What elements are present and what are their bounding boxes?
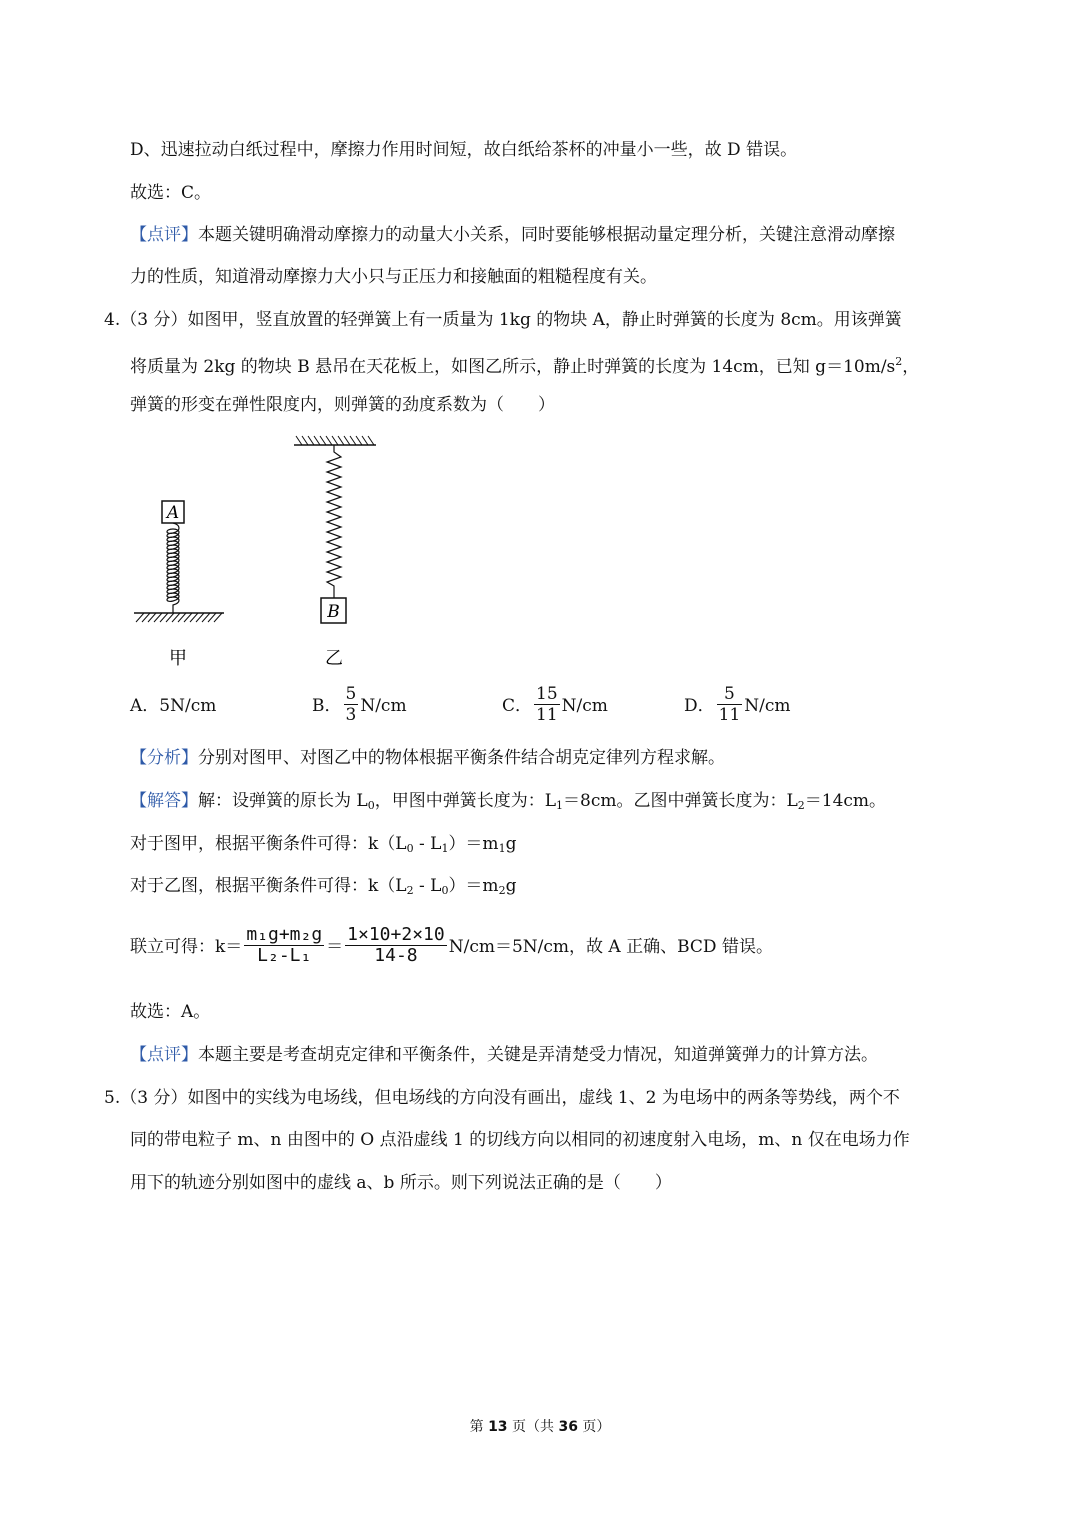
ans4-fraction-2 bbox=[345, 925, 447, 966]
label-jia: 甲 bbox=[169, 648, 187, 669]
ans3-a: 对于乙图，根据平衡条件可得：k（L bbox=[130, 876, 407, 896]
footer-page-number: 13 bbox=[488, 1419, 508, 1435]
ans4-post: N/cm＝5N/cm，故 A 正确、BCD 错误。 bbox=[448, 937, 773, 957]
comment-tag: 【点评】 bbox=[130, 225, 198, 245]
ans4-f1-den: L₂-L₁ bbox=[244, 945, 324, 966]
option-b-num: 5 bbox=[345, 684, 357, 704]
option-b-prefix: B． bbox=[312, 696, 342, 716]
option-a: A．5N/cm bbox=[130, 696, 217, 716]
ans1-c: ＝8cm。乙图中弹簧长度为：L bbox=[563, 791, 798, 811]
ans1-sub0: 0 bbox=[367, 799, 375, 812]
block-a-label: A bbox=[166, 503, 180, 523]
ans3-c: ）＝m bbox=[448, 876, 499, 896]
question-5-line-3: 用下的轨迹分别如图中的虚线 a、b 所示。则下列说法正确的是（ ） bbox=[130, 1173, 672, 1193]
ans4-eq: ＝ bbox=[326, 937, 344, 957]
option-b-fraction bbox=[344, 684, 359, 725]
answer-line-3 bbox=[130, 874, 516, 903]
analysis-paragraph bbox=[130, 746, 725, 770]
answer-select-a: 故选：A。 bbox=[130, 1002, 211, 1022]
spring-figure bbox=[120, 432, 390, 678]
q4-line2-sup: 2 bbox=[895, 355, 903, 368]
ans3-sub2: 2 bbox=[498, 884, 506, 897]
comment-tag-2: 【点评】 bbox=[130, 1045, 198, 1065]
option-d bbox=[684, 684, 791, 728]
comment-text: 本题关键明确滑动摩擦力的动量大小关系，同时要能够根据动量定理分析，关键注意滑动摩擦 bbox=[198, 225, 895, 245]
ans1-d: ＝14cm。 bbox=[804, 791, 887, 811]
option-c-num: 15 bbox=[536, 684, 558, 704]
ans1-b: ，甲图中弹簧长度为：L bbox=[374, 791, 556, 811]
option-d-unit: N/cm bbox=[744, 696, 791, 716]
comment-text-2: 本题主要是考查胡克定律和平衡条件，关键是弄清楚受力情况，知道弹簧弹力的计算方法。 bbox=[198, 1045, 878, 1065]
option-c bbox=[502, 684, 608, 728]
footer-post: 页） bbox=[577, 1419, 611, 1435]
block-b-label: B bbox=[327, 602, 340, 622]
ans1-sub1: 1 bbox=[556, 799, 563, 812]
option-b-unit: N/cm bbox=[360, 696, 407, 716]
ans3-sub1: 0 bbox=[441, 884, 449, 897]
answer-select-c: 故选：C。 bbox=[130, 183, 212, 203]
analysis-text: 分别对图甲、对图乙中的物体根据平衡条件结合胡克定律列方程求解。 bbox=[198, 748, 725, 768]
ans2-c: ）＝m bbox=[448, 834, 499, 854]
figure-right bbox=[294, 436, 376, 669]
comment-paragraph-1b: 力的性质，知道滑动摩擦力大小只与正压力和接触面的粗糙程度有关。 bbox=[130, 267, 657, 287]
option-c-prefix: C． bbox=[502, 696, 533, 716]
ans3-d: g bbox=[505, 876, 517, 896]
analysis-tag: 【分析】 bbox=[130, 748, 198, 768]
answer-tag: 【解答】 bbox=[130, 791, 198, 811]
q4-line2-end: ， bbox=[902, 357, 920, 377]
ans2-b: - L bbox=[413, 834, 442, 854]
ans1-sub2: 2 bbox=[797, 799, 805, 812]
label-yi: 乙 bbox=[325, 648, 343, 669]
ans2-sub0: 0 bbox=[406, 842, 414, 855]
footer-pre: 第 bbox=[469, 1419, 489, 1435]
q4-line2-text: 将质量为 2kg 的物块 B 悬吊在天花板上，如图乙所示，静止时弹簧的长度为 14cm，已知 g＝10m/s bbox=[130, 357, 896, 377]
option-d-den: 11 bbox=[718, 705, 741, 725]
question-4-line-1: 4.（3 分）如图甲，竖直放置的轻弹簧上有一质量为 1kg 的物块 A，静止时弹簧的长度为 8cm。用该弹簧 bbox=[104, 310, 902, 330]
ans2-sub1: 1 bbox=[441, 842, 449, 855]
option-d-num: 5 bbox=[724, 684, 735, 704]
ans4-fraction-1 bbox=[244, 925, 324, 966]
line-option-d-explanation: D、迅速拉动白纸过程中，摩擦力作用时间短，故白纸给茶杯的冲量小一些，故 D 错误。 bbox=[130, 140, 798, 160]
ans3-sub0: 2 bbox=[406, 884, 414, 897]
ans2-a: 对于图甲，根据平衡条件可得：k（L bbox=[130, 834, 407, 854]
answer-line-1 bbox=[130, 789, 886, 818]
option-d-prefix: D． bbox=[684, 696, 715, 716]
ans1-a: 解：设弹簧的原长为 L bbox=[198, 791, 368, 811]
ans4-f2-num: 1×10+2×10 bbox=[347, 924, 445, 945]
option-c-fraction bbox=[534, 684, 560, 725]
answer-line-2 bbox=[130, 832, 516, 861]
comment-paragraph-1 bbox=[130, 223, 895, 247]
question-4-line-3: 弹簧的形变在弹性限度内，则弹簧的劲度系数为（ ） bbox=[130, 395, 555, 415]
floor-hatch bbox=[136, 613, 222, 622]
spring-zigzag-right bbox=[327, 445, 341, 598]
ans4-pre: 联立可得：k＝ bbox=[130, 937, 243, 957]
page-footer bbox=[0, 1416, 1080, 1436]
option-b-den: 3 bbox=[345, 705, 357, 725]
answer-line-4 bbox=[130, 922, 773, 972]
footer-mid: 页（共 bbox=[507, 1419, 559, 1435]
option-c-den: 11 bbox=[536, 705, 558, 725]
footer-total-pages: 36 bbox=[558, 1419, 578, 1435]
option-c-unit: N/cm bbox=[561, 696, 608, 716]
question-4-line-2 bbox=[130, 350, 919, 379]
ceiling-hatch bbox=[296, 436, 374, 445]
question-5-line-2: 同的带电粒子 m、n 由图中的 O 点沿虚线 1 的切线方向以相同的初速度射入电场，m、n 仅在电场力作 bbox=[130, 1130, 910, 1150]
figure-left bbox=[134, 501, 224, 669]
spring-coil-left bbox=[167, 523, 179, 613]
ans3-b: - L bbox=[413, 876, 442, 896]
ans4-f2-den: 14-8 bbox=[345, 945, 447, 966]
ans2-d: g bbox=[505, 834, 517, 854]
ans4-f1-num: m₁g+m₂g bbox=[246, 924, 323, 945]
ans2-sub2: 1 bbox=[498, 842, 506, 855]
comment-paragraph-2 bbox=[130, 1043, 878, 1067]
question-5-line-1: 5.（3 分）如图中的实线为电场线，但电场线的方向没有画出，虚线 1、2 为电场中的两条等势线，两个不 bbox=[104, 1088, 900, 1108]
option-d-fraction bbox=[717, 684, 743, 725]
option-b bbox=[312, 684, 407, 728]
